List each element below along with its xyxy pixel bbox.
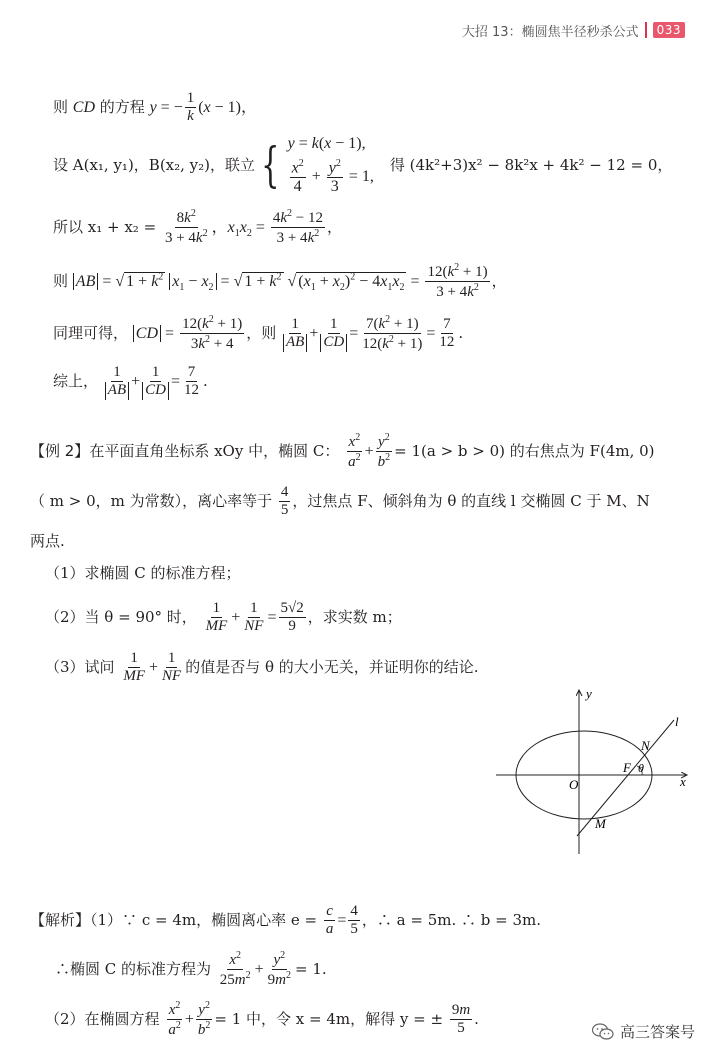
ellipse-diagram [492,686,692,856]
question-3: （3）试问 $\frac{1}{MF}$ + $\frac{1}{NF}$ 的值是否与 θ 的大小无关，并证明你的结论. [45,650,479,685]
origin-label: O [569,777,579,792]
question-1: （1）求椭圆 C 的标准方程； [45,564,241,582]
theta-label: θ [638,761,644,775]
solution-line-2: ∴椭圆 C 的标准方程为 $\frac{x^2}{25m^2}$ + $\frac{y^2}{9m^2}$ = 1. [55,950,327,989]
page-number: 033 [653,22,685,38]
solution-line-3: （2）在椭圆方程 $\frac{x^2}{a^2}$ + $\frac{y^2}{b^2}$ = 1 中，令 x = 4m，解得 y = ± $\frac{9m}{5}$ . [45,1000,479,1039]
watermark-text: 高三答案号 [619,1023,695,1041]
chapter-title: 大招 13：椭圆焦半径秒杀公式 [461,24,639,40]
solution-line-1: 【解析】（1）∵ c = 4m，椭圆离心率 e = $\frac{c}{a}$ = $\frac{4}{5}$ ，∴ a = 5m. ∴ b = 3m. [30,903,542,938]
line-system: 设 A(x₁, y₁)，B(x₂, y₂)，联立 { y = k(x − 1), $\frac{x^2}{4}$ + $\frac{y^2}{3}$ = 1, 得 (4k²+3)x² − 8k²x + 4k² − 12 = 0， [53,132,672,198]
header-divider [645,22,647,38]
wechat-icon [592,1023,614,1041]
x-label: x [680,774,686,789]
line-l-label: l [675,714,679,729]
line-ab-length: 则 AB = √ $1 + k^2$ $x_1 - x_2$ = √ $1 + k^2$ √ $(x_1 + x_2)^2 - 4x_1x_2$ = $\frac{12(k^2 + 1)}{3 + 4k^2}$ ， [53,262,507,301]
line-cd-equation: 则 CD 的方程 y = − $\frac{1}{k}$ (x − 1)， [53,90,258,125]
focus-label: F [623,760,631,775]
example-2-line-1: 【例 2】在平面直角坐标系 xOy 中，椭圆 C： $\frac{x^2}{a^2}$ + $\frac{y^2}{b^2}$ = 1(a > b > 0) 的右焦点为 F(4m, 0) [30,432,655,471]
point-m-label: M [595,816,606,831]
ellipse-figure [492,686,692,860]
point-n-label: N [641,738,650,753]
equation-system: { y = k(x − 1), $\frac{x^2}{4}$ + $\frac{y^2}{3}$ = 1, [261,135,374,196]
line-vieta: 所以 x₁ + x₂ = $\frac{8k^2}{3 + 4k^2}$ ，$x_1x_2$ = $\frac{4k^2 - 12}{3 + 4k^2}$ ， [53,208,342,247]
question-2: （2）当 θ = 90° 时， $\frac{1}{MF}$ + $\frac{1}{NF}$ = $\frac{5√2}{9}$ ，求实数 m； [45,600,402,635]
line-conclusion: 综上， $\frac{1}{AB}$ + $\frac{1}{CD}$ = $\frac{7}{12}$ . [53,364,208,399]
example-2-line-3: 两点. [30,532,65,550]
line-cd-length: 同理可得， CD = $\frac{12(k^2 + 1)}{3k^2 + 4}$ ，则 $\frac{1}{AB}$ + $\frac{1}{CD}$ = $\frac{7(k^2 + 1)}{12(k^2 + 1)}$ = $\frac{7}{12}$ . [53,314,464,353]
watermark [592,1021,695,1042]
y-label: y [586,686,592,701]
page-header [462,19,685,41]
example-2-line-2: （ m > 0，m 为常数），离心率等于 $\frac{4}{5}$ ，过焦点 F、倾斜角为 θ 的直线 l 交椭圆 C 于 M、N [30,484,650,519]
line-l [577,720,674,836]
